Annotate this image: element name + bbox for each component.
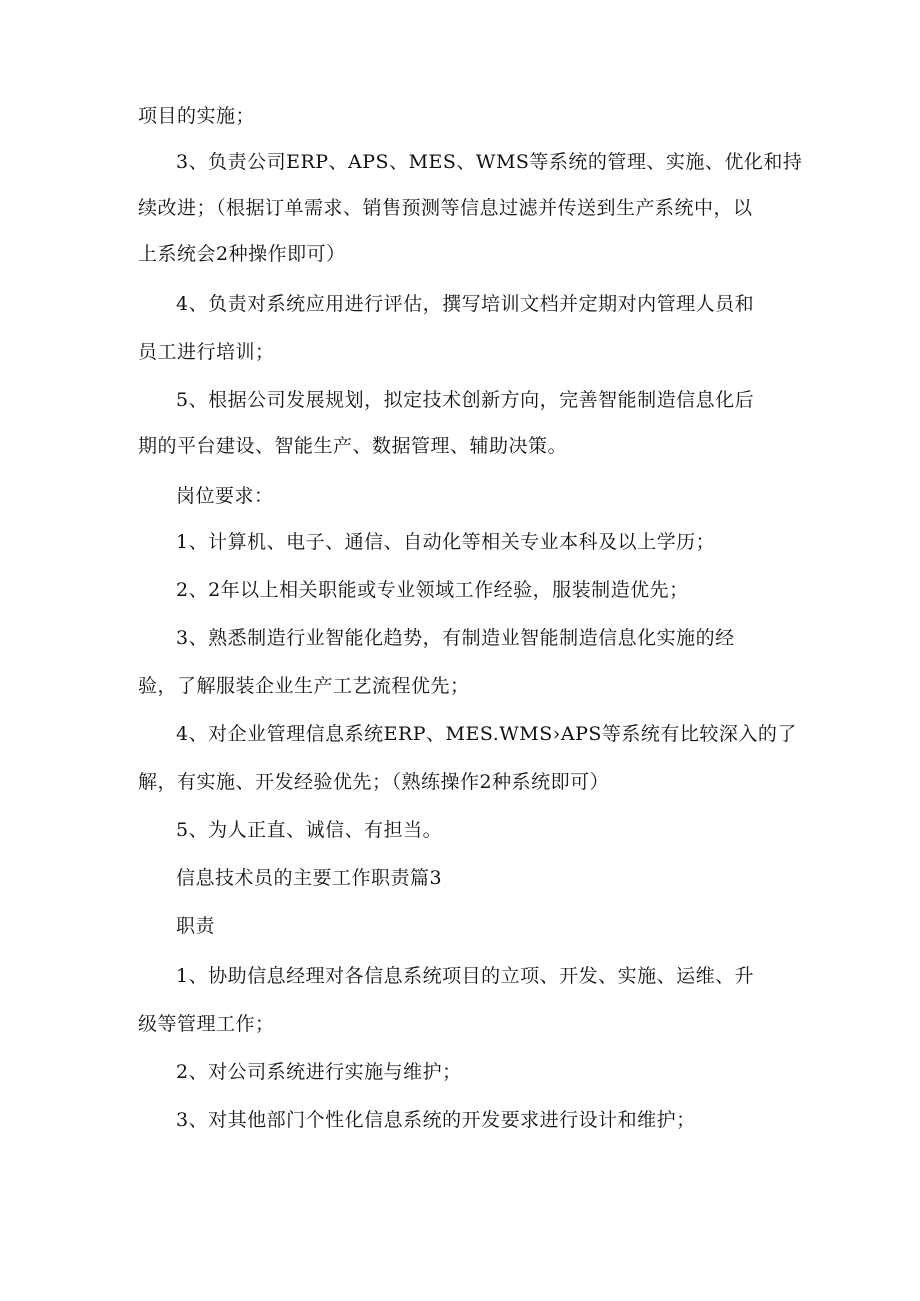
text-line: 续改进；（根据订单需求、销售预测等信息过滤并传送到生产系统中，以 [138,197,753,219]
text-line: 2、2年以上相关职能或专业领域工作经验，服装制造优先； [176,579,689,601]
text-line: 级等管理工作； [138,1013,275,1035]
text-line: 3、对其他部门个性化信息系统的开发要求进行设计和维护； [176,1109,696,1131]
text-line: 1、协助信息经理对各信息系统项目的立项、开发、实施、运维、升 [176,965,755,987]
section-heading: 信息技术员的主要工作职责篇3 [176,867,443,889]
text-line: 5、根据公司发展规划，拟定技术创新方向，完善智能制造信息化后 [176,389,755,411]
text-line: 3、负责公司ERP、APS、MES、WMS等系统的管理、实施、优化和持 [176,151,803,173]
text-line: 1、计算机、电子、通信、自动化等相关专业本科及以上学历； [176,531,716,553]
text-line: 项目的实施； [138,105,256,127]
text-line: 上系统会2种操作即可） [138,243,346,265]
text-line: 2、对公司系统进行实施与维护； [176,1061,462,1083]
text-line: 5、为人正直、诚信、有担当。 [176,819,443,841]
text-line: 期的平台建设、智能生产、数据管理、辅助决策。 [138,435,568,457]
text-line: 3、熟悉制造行业智能化趋势，有制造业智能制造信息化实施的经 [176,627,735,649]
section-heading: 职责 [176,915,216,937]
text-line: 员工进行培训； [138,341,275,363]
section-heading: 岗位要求： [176,485,274,507]
text-line: 4、对企业管理信息系统ERP、MES.WMS›APS等系统有比较深入的了 [176,723,797,745]
text-line: 解，有实施、开发经验优先；（熟练操作2种系统即可） [138,771,610,793]
text-line: 4、负责对系统应用进行评估，撰写培训文档并定期对内管理人员和 [176,293,755,315]
text-line: 验，了解服装企业生产工艺流程优先； [138,675,470,697]
